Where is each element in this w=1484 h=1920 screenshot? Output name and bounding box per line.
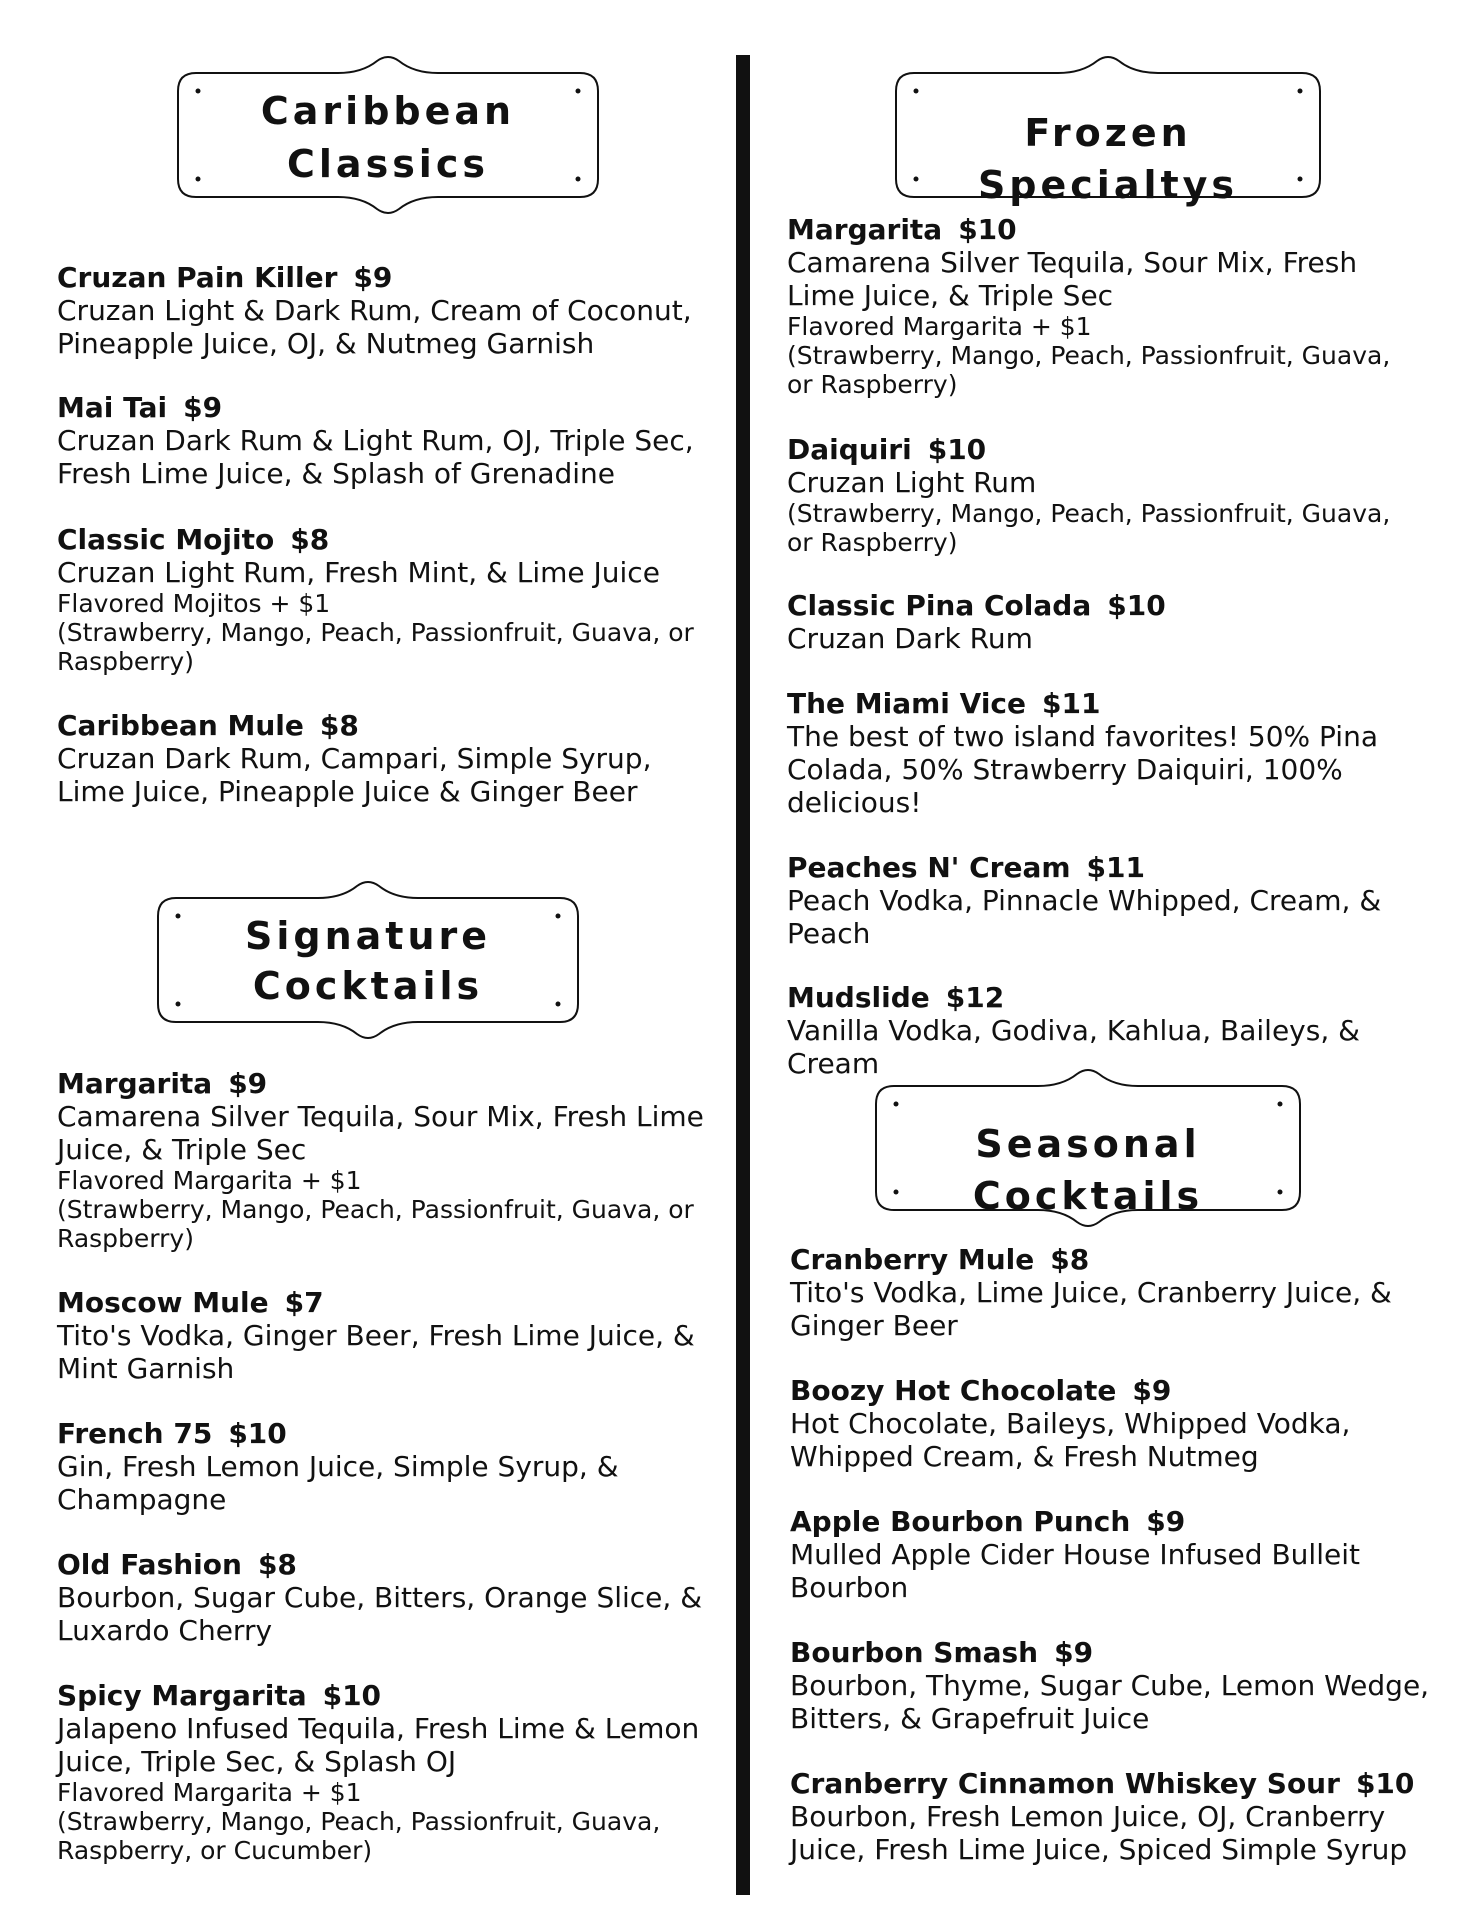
menu-item: [57, 1418, 717, 1549]
item-price: $8: [1050, 1243, 1090, 1276]
item-price: $9: [183, 391, 223, 424]
menu-item: [790, 1375, 1450, 1506]
item-price: $8: [319, 709, 359, 742]
item-description: Camarena Silver Tequila, Sour Mix, Fresh Lime Juice, & Triple Sec: [57, 1100, 704, 1166]
menu-item: [790, 1768, 1450, 1866]
caribbean-classics-header: [178, 55, 598, 215]
item-options: (Strawberry, Mango, Peach, Passionfruit, Guava, or Raspberry): [57, 618, 694, 676]
item-options: (Strawberry, Mango, Peach, Passionfruit, Guava, or Raspberry): [787, 341, 1391, 399]
item-price: $10: [1107, 589, 1166, 622]
item-description: Cruzan Dark Rum & Light Rum, OJ, Triple Sec, Fresh Lime Juice, & Splash of Grenadine: [57, 424, 694, 490]
item-name: Classic Pina Colada: [787, 589, 1092, 622]
item-description: Cruzan Dark Rum: [787, 622, 1033, 655]
menu-item: [57, 1068, 717, 1287]
item-price: $10: [322, 1679, 382, 1712]
menu-item: [57, 710, 727, 808]
item-name: Mai Tai: [57, 391, 168, 424]
menu-item: [790, 1244, 1450, 1375]
item-options: (Strawberry, Mango, Peach, Passionfruit, Guava, Raspberry, or Cucumber): [57, 1807, 661, 1865]
item-name: Cruzan Pain Killer: [57, 261, 338, 294]
item-price: $10: [958, 213, 1017, 246]
signature-cocktails-list: [57, 1068, 717, 1865]
item-name: Margarita: [57, 1067, 213, 1100]
section-title-line2: Classics: [287, 142, 489, 186]
section-title: Seasonal Cocktails: [972, 1122, 1204, 1218]
item-name: Cranberry Mule: [790, 1243, 1035, 1276]
item-name: Moscow Mule: [57, 1286, 269, 1319]
menu-item: [57, 1549, 717, 1680]
item-description: Cruzan Dark Rum, Campari, Simple Syrup, Lime Juice, Pineapple Juice & Ginger Beer: [57, 742, 652, 808]
item-note: Flavored Margarita + $1: [57, 1778, 362, 1807]
item-price: $9: [353, 261, 393, 294]
item-name: Mudslide: [787, 981, 930, 1014]
column-divider: [736, 55, 750, 1895]
menu-item: [787, 434, 1407, 590]
item-name: Daiquiri: [787, 433, 912, 466]
menu-item: [57, 262, 727, 392]
item-note: Flavored Margarita + $1: [57, 1166, 362, 1195]
item-price: $12: [945, 981, 1005, 1014]
item-description: Cruzan Light Rum, Fresh Mint, & Lime Juice: [57, 556, 660, 589]
frozen-specialtys-header: [896, 55, 1320, 205]
item-price: $10: [1355, 1767, 1415, 1800]
menu-item: [787, 214, 1407, 434]
section-title: Frozen Specialtys: [977, 111, 1239, 207]
item-description: Vanilla Vodka, Godiva, Kahlua, Baileys, & Cream: [787, 1014, 1360, 1080]
item-description: Peach Vodka, Pinnacle Whipped, Cream, & Peach: [787, 884, 1382, 950]
section-title-line2: Cocktails: [252, 964, 484, 1008]
item-name: Peaches N' Cream: [787, 851, 1071, 884]
item-price: $9: [1054, 1636, 1094, 1669]
seasonal-cocktails-list: [790, 1244, 1450, 1866]
seasonal-cocktails-header: [876, 1068, 1300, 1228]
menu-item: [790, 1637, 1450, 1768]
menu-item: [57, 392, 727, 524]
item-options: (Strawberry, Mango, Peach, Passionfruit, Guava, or Raspberry): [787, 499, 1391, 557]
menu-item: [57, 1680, 717, 1865]
section-title-line1: Caribbean: [260, 89, 516, 133]
menu-item: [57, 524, 727, 710]
caribbean-classics-list: [57, 262, 727, 808]
item-name: Cranberry Cinnamon Whiskey Sour: [790, 1767, 1340, 1800]
item-description: Bourbon, Fresh Lemon Juice, OJ, Cranberry Juice, Fresh Lime Juice, Spiced Simple Syrup: [790, 1800, 1408, 1866]
item-price: $7: [284, 1286, 324, 1319]
item-description: Cruzan Light & Dark Rum, Cream of Coconut, Pineapple Juice, OJ, & Nutmeg Garnish: [57, 294, 692, 360]
item-price: $9: [1146, 1505, 1186, 1538]
item-options: (Strawberry, Mango, Peach, Passionfruit, Guava, or Raspberry): [57, 1195, 694, 1253]
item-description: Tito's Vodka, Ginger Beer, Fresh Lime Juice, & Mint Garnish: [57, 1319, 695, 1385]
menu-item: [790, 1506, 1450, 1637]
item-price: $10: [228, 1417, 287, 1450]
item-price: $8: [257, 1548, 297, 1581]
item-name: The Miami Vice: [787, 687, 1027, 720]
item-name: Spicy Margarita: [57, 1679, 307, 1712]
menu-item: [787, 982, 1407, 1080]
item-description: Hot Chocolate, Baileys, Whipped Vodka, Whipped Cream, & Fresh Nutmeg: [790, 1407, 1351, 1473]
menu-item: [787, 852, 1407, 982]
menu-item: [787, 688, 1407, 852]
item-description: Camarena Silver Tequila, Sour Mix, Fresh Lime Juice, & Triple Sec: [787, 246, 1358, 312]
item-description: Bourbon, Thyme, Sugar Cube, Lemon Wedge, Bitters, & Grapefruit Juice: [790, 1669, 1430, 1735]
item-description: The best of two island favorites! 50% Pina Colada, 50% Strawberry Daiquiri, 100% delicious!: [787, 720, 1378, 819]
frozen-specialtys-list: [787, 214, 1407, 1080]
item-description: Bourbon, Sugar Cube, Bitters, Orange Slice, & Luxardo Cherry: [57, 1581, 703, 1647]
section-title-line1: Signature: [244, 914, 492, 958]
menu-item: [57, 1287, 717, 1418]
item-name: Classic Mojito: [57, 523, 275, 556]
item-description: Jalapeno Infused Tequila, Fresh Lime & Lemon Juice, Triple Sec, & Splash OJ: [57, 1712, 700, 1778]
item-name: Caribbean Mule: [57, 709, 304, 742]
item-name: Boozy Hot Chocolate: [790, 1374, 1117, 1407]
item-description: Mulled Apple Cider House Infused Bulleit Bourbon: [790, 1538, 1360, 1604]
item-name: Margarita: [787, 213, 943, 246]
item-description: Gin, Fresh Lemon Juice, Simple Syrup, & Champagne: [57, 1450, 619, 1516]
item-price: $11: [1086, 851, 1145, 884]
menu-item: [787, 590, 1407, 688]
signature-cocktails-header: [158, 880, 578, 1040]
item-name: Bourbon Smash: [790, 1636, 1039, 1669]
item-name: Apple Bourbon Punch: [790, 1505, 1131, 1538]
item-note: Flavored Mojitos + $1: [57, 589, 331, 618]
item-description: Tito's Vodka, Lime Juice, Cranberry Juice, & Ginger Beer: [790, 1276, 1392, 1342]
item-price: $11: [1042, 687, 1101, 720]
item-price: $9: [1132, 1374, 1172, 1407]
item-note: Flavored Margarita + $1: [787, 312, 1092, 341]
item-price: $10: [927, 433, 987, 466]
item-description: Cruzan Light Rum: [787, 466, 1037, 499]
item-name: Old Fashion: [57, 1548, 242, 1581]
item-price: $9: [228, 1067, 268, 1100]
item-price: $8: [290, 523, 330, 556]
item-name: French 75: [57, 1417, 213, 1450]
